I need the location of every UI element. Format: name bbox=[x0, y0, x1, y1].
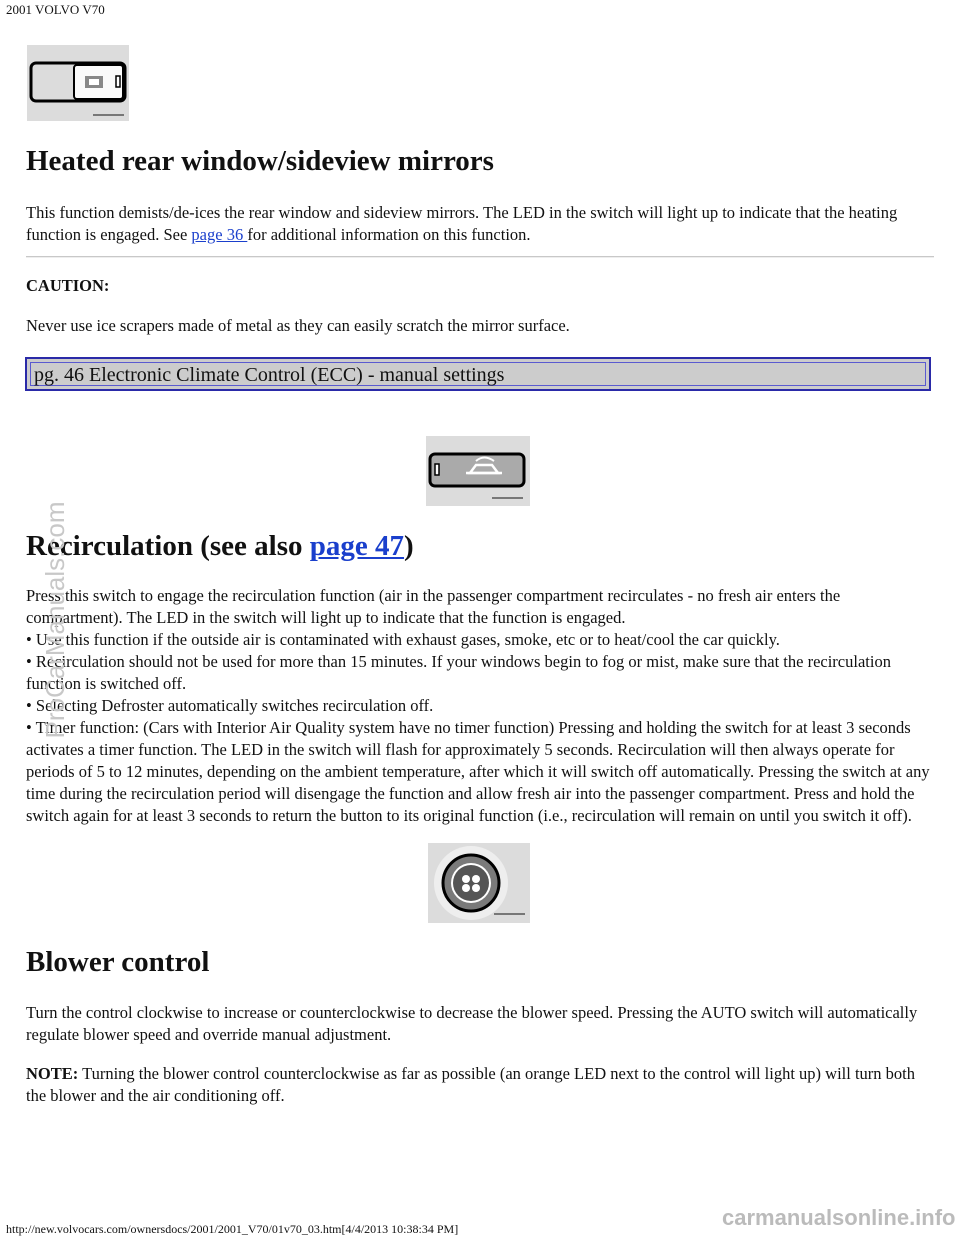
recirculation-heading-close: ) bbox=[404, 530, 414, 562]
caution-text: Never use ice scrapers made of metal as they can easily scratch the mirror surface. bbox=[26, 316, 570, 335]
recirculation-bullet-3: • Selecting Defroster automatically switches recirculation off. bbox=[26, 696, 434, 715]
heated-rear-window-switch-icon bbox=[27, 45, 129, 121]
blower-control-description: Turn the control clockwise to increase or counterclockwise to decrease the blower speed. Pressing the AUTO switch will automatically regulate blower speed and override manual adjustment. bbox=[26, 1003, 918, 1044]
blower-control-icon bbox=[428, 843, 530, 923]
page-36-link[interactable]: page 36 bbox=[191, 225, 248, 244]
heated-rear-window-description bbox=[26, 202, 936, 246]
heated-description-tail: for additional information on this function. bbox=[247, 225, 531, 244]
recirculation-heading bbox=[26, 530, 414, 563]
footer-url: http://new.volvocars.com/ownersdocs/2001/2001_V70/01v70_03.htm[4/4/2013 10:38:34 PM] bbox=[6, 1222, 459, 1236]
caution-label: CAUTION: bbox=[26, 276, 110, 295]
divider bbox=[26, 256, 934, 258]
banner-text: pg. 46 Electronic Climate Control (ECC) - manual settings bbox=[30, 362, 926, 386]
recirculation-switch-icon bbox=[426, 436, 530, 506]
heated-rear-window-heading: Heated rear window/sideview mirrors bbox=[26, 145, 494, 177]
recirculation-bullet-4: • Timer function: (Cars with Interior Air Quality system have no timer function) Pressing and holding the switch for at least 3 seconds activates a timer function. The LED in the switch will flash for approximately 5 seconds. Recirculation will then always operate for periods of 5 to 12 minutes, depending on the ambient temperature, after which it will switch off automatically. Pressing the switch at any time during the recirculation period will disengage the function and allow fresh air into the passenger compartment. Press and hold the switch again for at least 3 seconds to return the button to its original function (i.e., recirculation will remain on until you switch it off). bbox=[26, 718, 930, 825]
document-header-title: 2001 VOLVO V70 bbox=[6, 2, 105, 17]
blower-control-heading: Blower control bbox=[26, 946, 210, 978]
recirculation-bullet-1: • Use this function if the outside air is contaminated with exhaust gases, smoke, etc or to heat/cool the car quickly. bbox=[26, 630, 780, 649]
recirculation-intro: Press this switch to engage the recirculation function (air in the passenger compartment recirculates - no fresh air enters the compartment). The LED in the switch will light up to indicate that the function is engaged. bbox=[26, 586, 841, 627]
note-label: NOTE: bbox=[26, 1064, 79, 1083]
blower-note bbox=[26, 1063, 936, 1107]
page-47-link[interactable]: page 47 bbox=[309, 530, 405, 562]
side-watermark: ProCarManuals.com bbox=[40, 501, 70, 739]
note-text: Turning the blower control counterclockwise as far as possible (an orange LED next to the control will light up) will turn both the blower and the air conditioning off. bbox=[26, 1064, 916, 1105]
recirculation-bullet-2: • Recirculation should not be used for more than 15 minutes. If your windows begin to fog or mist, make sure that the recirculation function is switched off. bbox=[26, 652, 891, 693]
footer-brand-watermark: carmanualsonline.info bbox=[722, 1205, 956, 1230]
recirculation-heading-text: Recirculation (see also bbox=[26, 530, 310, 562]
heated-description-text: This function demists/de-ices the rear window and sideview mirrors. The LED in the switch will light up to indicate that the heating function is engaged. See bbox=[26, 203, 898, 244]
section-banner bbox=[25, 357, 931, 391]
